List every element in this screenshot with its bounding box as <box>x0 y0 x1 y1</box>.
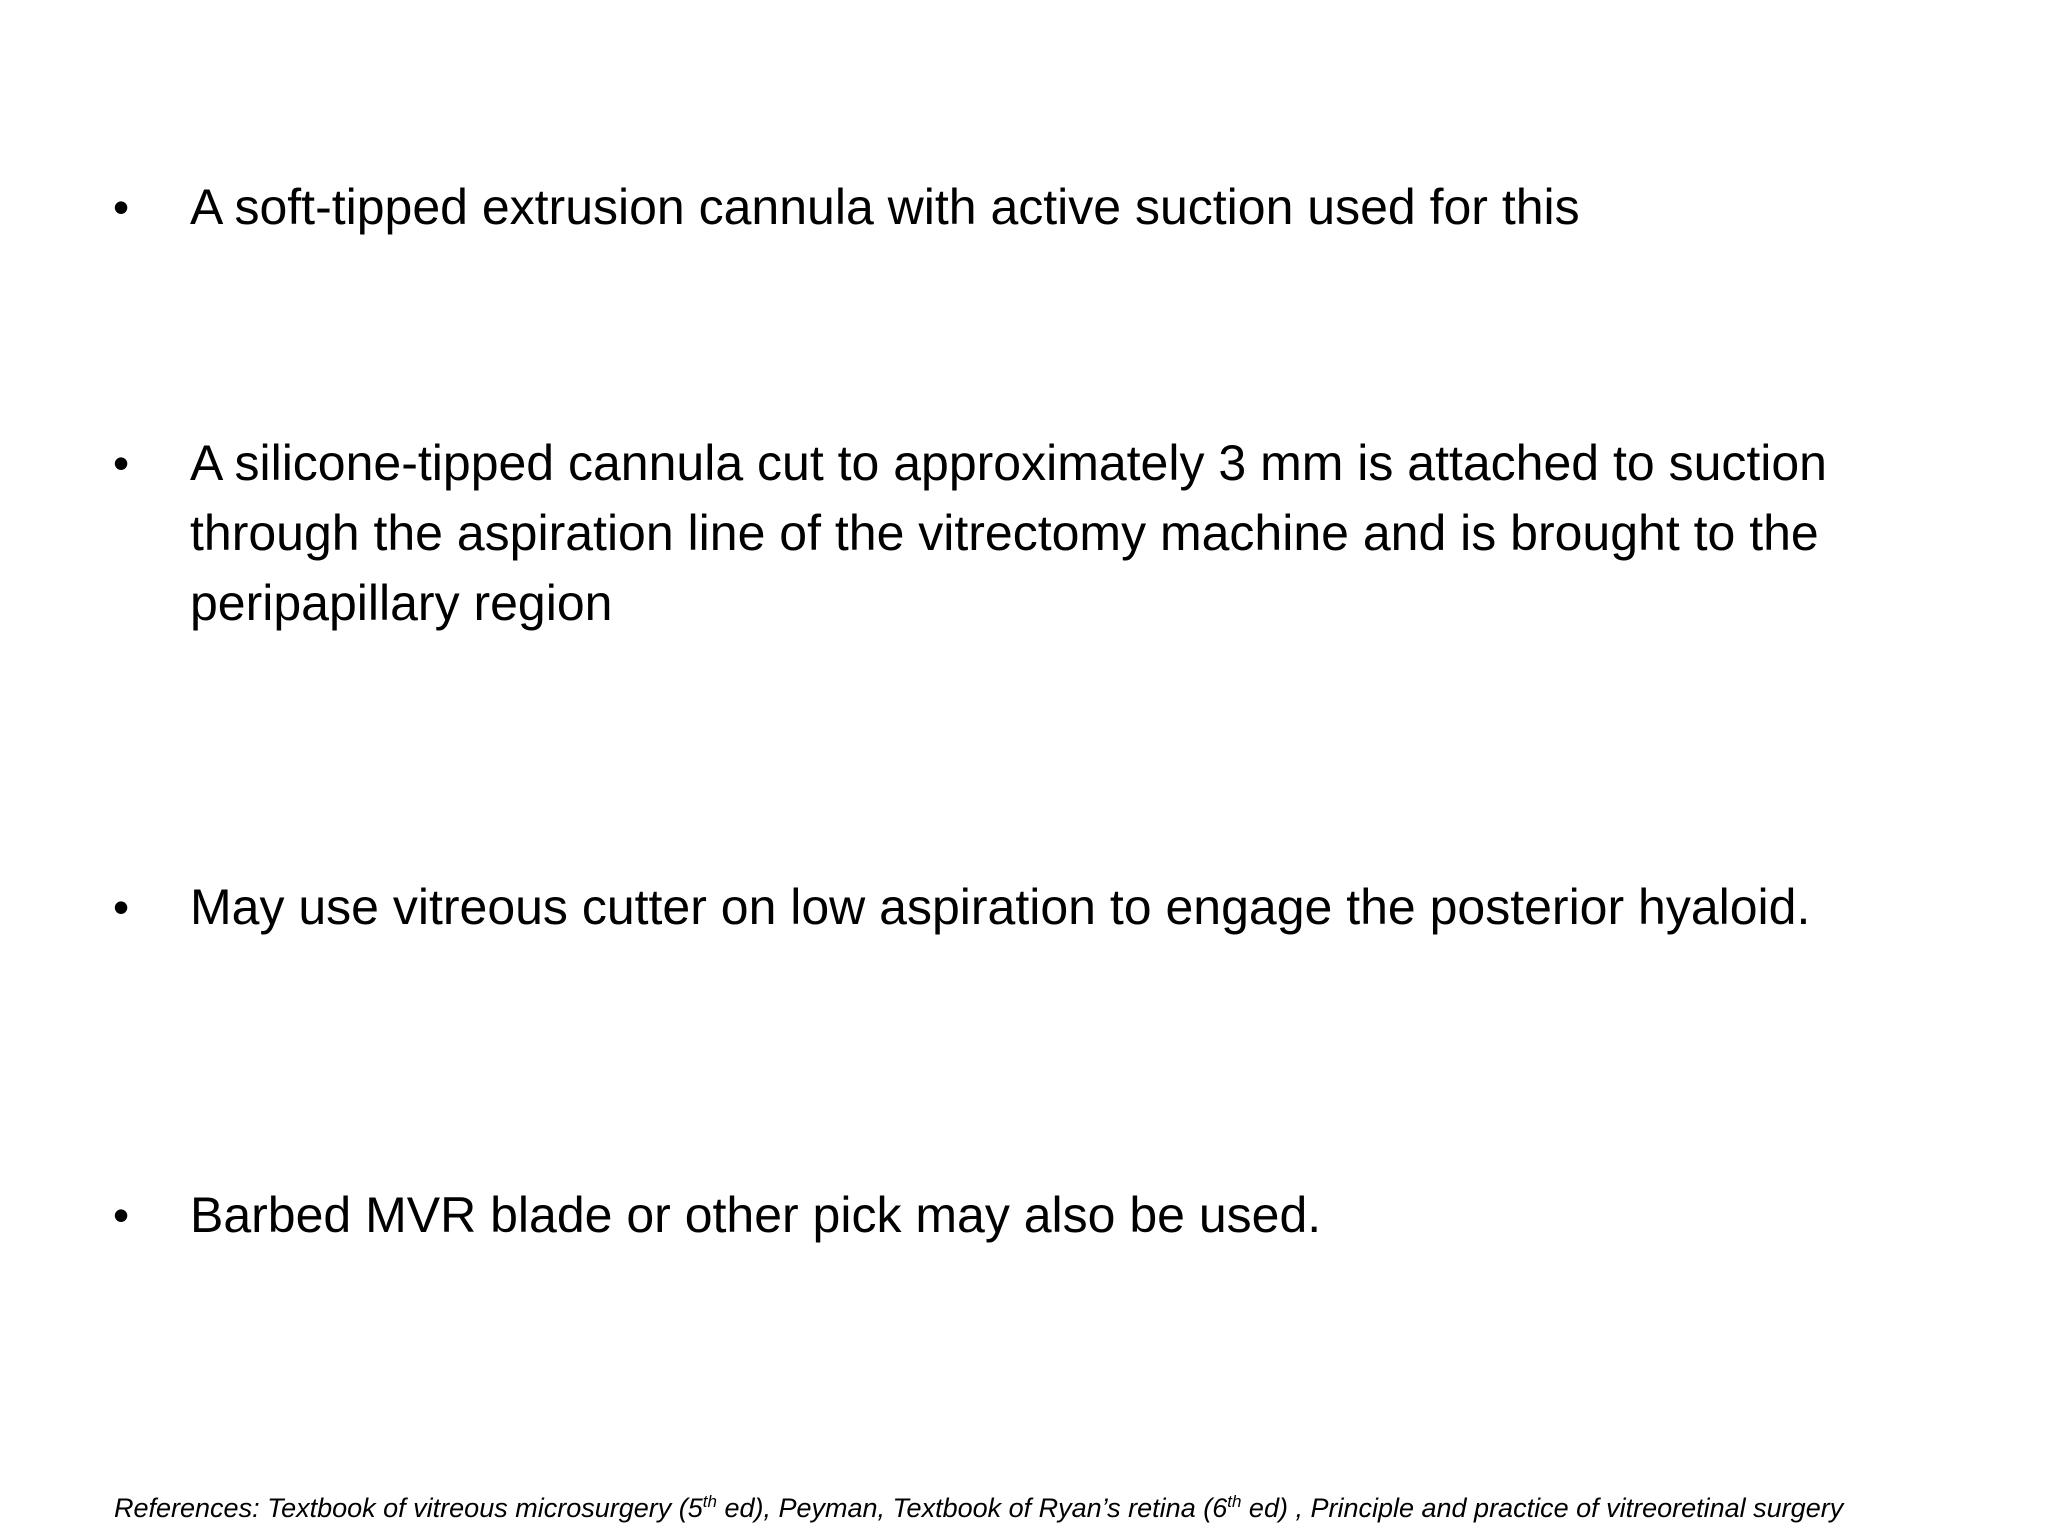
bullet-text: May use vitreous cutter on low aspiration to engage the posterior hyaloid. <box>190 879 1811 935</box>
references-text: References: Textbook of vitreous microsurgery (5 <box>114 1493 703 1523</box>
bullet-text: A silicone-tipped cannula cut to approximately 3 mm is attached to suction through the aspiration line of the vitrectomy machine and is brought to the peripapillary region <box>190 435 1827 631</box>
bullet-text: Barbed MVR blade or other pick may also be used. <box>190 1187 1322 1243</box>
bullet-dot: • <box>113 437 130 489</box>
bullet-dot: • <box>113 1189 130 1241</box>
references-superscript: th <box>1227 1492 1242 1511</box>
references-superscript: th <box>702 1492 717 1511</box>
references-text: ed), Peyman, Textbook of Ryan’s retina (6 <box>716 1493 1228 1523</box>
bullet-dot: • <box>113 181 130 233</box>
bullet-text: A soft-tipped extrusion cannula with active suction used for this <box>190 179 1580 235</box>
bullet-dot: • <box>113 881 130 933</box>
references-text: ed) , Principle and practice of vitreoretinal surgery <box>1241 1493 1844 1523</box>
references-footnote <box>114 1490 2034 1526</box>
